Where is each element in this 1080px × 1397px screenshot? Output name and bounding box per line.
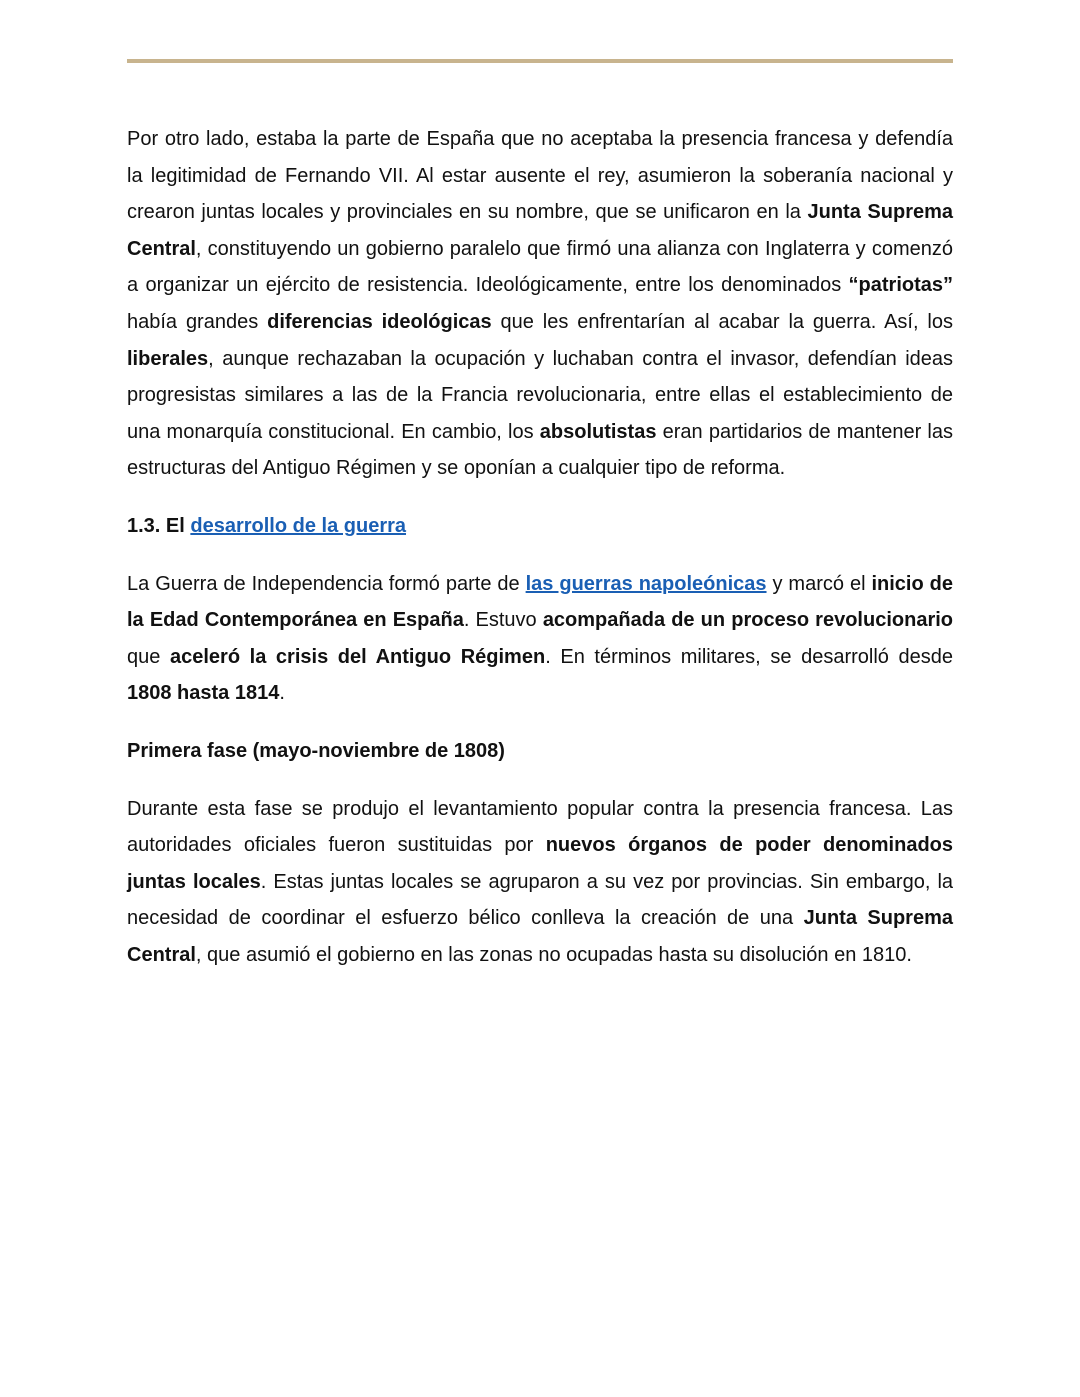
- guerras-napoleonicas-link[interactable]: las guerras napoleónicas: [525, 572, 767, 595]
- bold-text: “patriotas”: [848, 274, 953, 297]
- phase-heading: Primera fase (mayo-noviembre de 1808): [127, 739, 505, 762]
- section-heading: [127, 508, 953, 545]
- desarrollo-guerra-link[interactable]: desarrollo de la guerra: [190, 514, 407, 537]
- text: . Estuvo: [463, 609, 543, 632]
- text: , aunque rechazaban la ocupación y luchaban contra el invasor, defendían ideas progresistas similares a las de la Francia revolucionaria, entre ellas el establecimiento de una monarquía constitucional. En cambio, los: [127, 347, 953, 443]
- paragraph-primera-fase: [127, 791, 953, 974]
- bold-text: nuevos órganos de poder denominados juntas locales: [127, 834, 953, 893]
- bold-text: liberales: [127, 347, 209, 370]
- text: Durante esta fase se produjo el levantamiento popular contra la presencia francesa. Las autoridades oficiales fueron sustituidas por: [127, 797, 953, 857]
- bold-text: inicio de la Edad Contemporánea en España: [127, 572, 953, 632]
- text: . En términos militares, se desarrolló desde: [545, 645, 954, 668]
- text: Por otro lado, estaba la parte de España que no aceptaba la presencia francesa y defendía la legitimidad de Fernando VII. Al estar ausente el rey, asumieron la soberanía nacional y crearon juntas locales y provinciales en su nombre, que se unificaron en la: [127, 128, 953, 224]
- text: , que asumió el gobierno en las zonas no ocupadas hasta su disolución en 1810.: [195, 943, 912, 966]
- text: La Guerra de Independencia formó parte de: [127, 572, 526, 595]
- bold-text: Junta Suprema Central: [127, 201, 954, 260]
- bold-text: 1808 hasta 1814: [127, 682, 280, 705]
- bold-text: absolutistas: [539, 420, 657, 443]
- text: y marcó el: [766, 572, 872, 595]
- bold-text: Junta Suprema Central: [127, 907, 953, 966]
- text: , constituyendo un gobierno paralelo que firmó una alianza con Inglaterra y comenzó a organizar un ejército de resistencia. Ideológicamente, entre los denominados: [127, 237, 953, 297]
- section-number: 1.3. El: [127, 514, 191, 537]
- paragraph-guerra-independencia: [127, 566, 953, 712]
- bold-text: diferencias ideológicas: [267, 310, 492, 333]
- paragraph-patriotas: [127, 121, 953, 487]
- bold-text: aceleró la crisis del Antiguo Régimen: [169, 645, 546, 668]
- text: .: [279, 682, 285, 705]
- text: eran partidarios de mantener las estructuras del Antiguo Régimen y se oponían a cualquier tipo de reforma.: [127, 420, 953, 480]
- text: . Estas juntas locales se agruparon a su vez por provincias. Sin embargo, la necesidad de coordinar el esfuerzo bélico conlleva la creación de una: [127, 870, 954, 930]
- text: que les enfrentarían al acabar la guerra. Así, los: [491, 310, 953, 333]
- text: había grandes: [127, 310, 268, 333]
- bold-text: acompañada de un proceso revolucionario: [542, 609, 953, 632]
- text: que: [127, 645, 170, 668]
- header-rule: [127, 59, 953, 63]
- document-body: [127, 121, 953, 973]
